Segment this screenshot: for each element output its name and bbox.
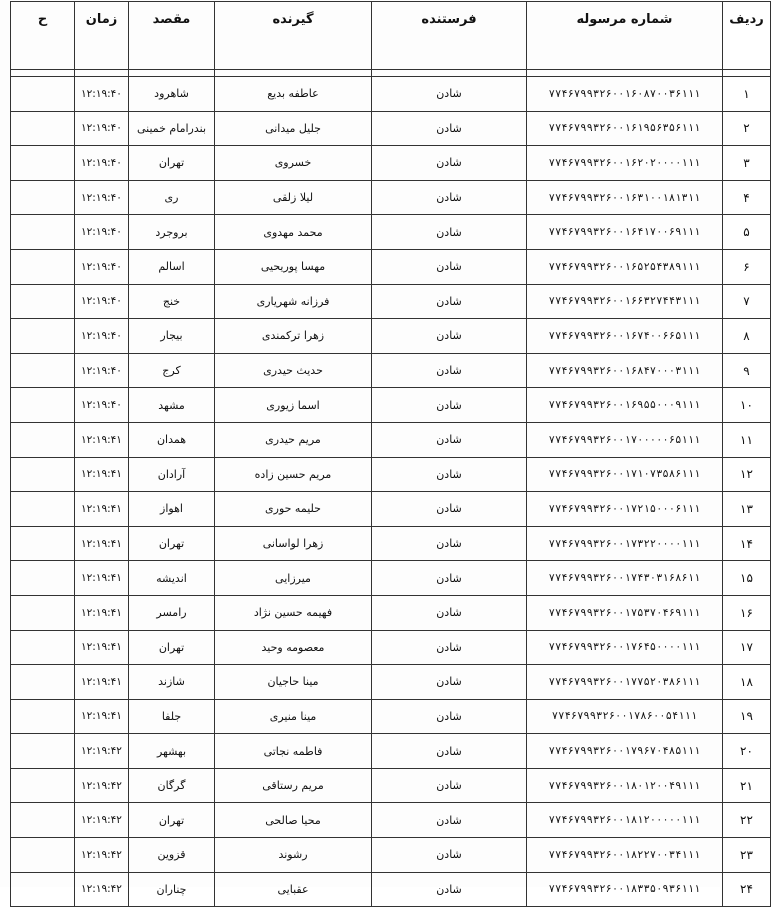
table-row bbox=[11, 630, 771, 665]
receiver-cell: محمد مهدوی bbox=[215, 215, 372, 250]
sender-cell: شادن bbox=[372, 803, 527, 838]
sender-cell: شادن bbox=[372, 492, 527, 527]
receiver-cell: محیا صالحی bbox=[215, 803, 372, 838]
receiver-cell: رشوند bbox=[215, 838, 372, 873]
table-row bbox=[11, 492, 771, 527]
time-cell: ۱۲:۱۹:۴۲ bbox=[75, 734, 129, 769]
table-row bbox=[11, 595, 771, 630]
extra-cell bbox=[11, 630, 75, 665]
table-row bbox=[11, 284, 771, 319]
tracking-number: ۷۷۴۶۷۹۹۳۲۶۰۰۱۸۲۲۷۰۰۳۴۱۱۱ bbox=[527, 838, 723, 873]
tracking-number: ۷۷۴۶۷۹۹۳۲۶۰۰۱۸۰۱۲۰۰۴۹۱۱۱ bbox=[527, 768, 723, 803]
receiver-cell: حدیث حیدری bbox=[215, 353, 372, 388]
sender-cell: شادن bbox=[372, 526, 527, 561]
time-cell: ۱۲:۱۹:۴۰ bbox=[75, 284, 129, 319]
time-cell: ۱۲:۱۹:۴۰ bbox=[75, 215, 129, 250]
table-row bbox=[11, 146, 771, 181]
row-index: ۱۰ bbox=[723, 388, 771, 423]
tracking-number: ۷۷۴۶۷۹۹۳۲۶۰۰۱۷۸۶۰۰۵۴۱۱۱ bbox=[527, 699, 723, 734]
tracking-number: ۷۷۴۶۷۹۹۳۲۶۰۰۱۷۲۱۵۰۰۰۶۱۱۱ bbox=[527, 492, 723, 527]
extra-cell bbox=[11, 872, 75, 907]
extra-cell bbox=[11, 526, 75, 561]
destination-cell: بهشهر bbox=[129, 734, 215, 769]
table-row bbox=[11, 457, 771, 492]
tracking-number: ۷۷۴۶۷۹۹۳۲۶۰۰۱۷۶۴۵۰۰۰۰۱۱۱ bbox=[527, 630, 723, 665]
destination-cell: شاهرود bbox=[129, 77, 215, 112]
destination-cell: مشهد bbox=[129, 388, 215, 423]
receiver-cell: مریم حیدری bbox=[215, 422, 372, 457]
tracking-number: ۷۷۴۶۷۹۹۳۲۶۰۰۱۶۵۲۵۴۳۸۹۱۱۱ bbox=[527, 249, 723, 284]
time-cell: ۱۲:۱۹:۴۲ bbox=[75, 872, 129, 907]
row-index: ۱۹ bbox=[723, 699, 771, 734]
tracking-number: ۷۷۴۶۷۹۹۳۲۶۰۰۱۸۳۳۵۰۹۳۶۱۱۱ bbox=[527, 872, 723, 907]
destination-cell: بندرامام خمینی bbox=[129, 111, 215, 146]
sender-cell: شادن bbox=[372, 630, 527, 665]
receiver-cell: فرزانه شهریاری bbox=[215, 284, 372, 319]
row-index: ۴ bbox=[723, 180, 771, 215]
time-cell: ۱۲:۱۹:۴۰ bbox=[75, 319, 129, 354]
receiver-cell: عقبایی bbox=[215, 872, 372, 907]
extra-cell bbox=[11, 319, 75, 354]
extra-cell bbox=[11, 595, 75, 630]
sender-cell: شادن bbox=[372, 665, 527, 700]
time-cell: ۱۲:۱۹:۴۱ bbox=[75, 561, 129, 596]
table-row bbox=[11, 872, 771, 907]
row-index: ۱ bbox=[723, 77, 771, 112]
tracking-number: ۷۷۴۶۷۹۹۳۲۶۰۰۱۶۴۱۷۰۰۶۹۱۱۱ bbox=[527, 215, 723, 250]
header-destination: مقصد bbox=[129, 2, 215, 70]
destination-cell: تهران bbox=[129, 630, 215, 665]
header-time: زمان bbox=[75, 2, 129, 70]
tracking-number: ۷۷۴۶۷۹۹۳۲۶۰۰۱۶۰۸۷۰۰۳۶۱۱۱ bbox=[527, 77, 723, 112]
extra-cell bbox=[11, 492, 75, 527]
receiver-cell: لیلا زلقی bbox=[215, 180, 372, 215]
table-row bbox=[11, 77, 771, 112]
tracking-number: ۷۷۴۶۷۹۹۳۲۶۰۰۱۶۳۱۰۰۱۸۱۳۱۱ bbox=[527, 180, 723, 215]
tracking-number: ۷۷۴۶۷۹۹۳۲۶۰۰۱۷۵۳۷۰۴۶۹۱۱۱ bbox=[527, 595, 723, 630]
destination-cell: اهواز bbox=[129, 492, 215, 527]
header-index: ردیف bbox=[723, 2, 771, 70]
time-cell: ۱۲:۱۹:۴۰ bbox=[75, 146, 129, 181]
receiver-cell: مینا منیری bbox=[215, 699, 372, 734]
row-index: ۱۳ bbox=[723, 492, 771, 527]
time-cell: ۱۲:۱۹:۴۱ bbox=[75, 595, 129, 630]
time-cell: ۱۲:۱۹:۴۲ bbox=[75, 803, 129, 838]
shipment-table bbox=[10, 1, 771, 907]
table-row bbox=[11, 319, 771, 354]
sender-cell: شادن bbox=[372, 734, 527, 769]
destination-cell: همدان bbox=[129, 422, 215, 457]
table-row bbox=[11, 249, 771, 284]
time-cell: ۱۲:۱۹:۴۰ bbox=[75, 388, 129, 423]
sender-cell: شادن bbox=[372, 319, 527, 354]
time-cell: ۱۲:۱۹:۴۰ bbox=[75, 249, 129, 284]
receiver-cell: عاطفه بدیع bbox=[215, 77, 372, 112]
destination-cell: بیجار bbox=[129, 319, 215, 354]
tracking-number: ۷۷۴۶۷۹۹۳۲۶۰۰۱۸۱۲۰۰۰۰۰۱۱۱ bbox=[527, 803, 723, 838]
table-row bbox=[11, 699, 771, 734]
receiver-cell: مینا حاجیان bbox=[215, 665, 372, 700]
row-index: ۶ bbox=[723, 249, 771, 284]
tracking-number: ۷۷۴۶۷۹۹۳۲۶۰۰۱۶۸۴۷۰۰۰۳۱۱۱ bbox=[527, 353, 723, 388]
time-cell: ۱۲:۱۹:۴۰ bbox=[75, 111, 129, 146]
row-index: ۱۷ bbox=[723, 630, 771, 665]
header-sender: فرستنده bbox=[372, 2, 527, 70]
extra-cell bbox=[11, 215, 75, 250]
tracking-number: ۷۷۴۶۷۹۹۳۲۶۰۰۱۶۲۰۲۰۰۰۰۱۱۱ bbox=[527, 146, 723, 181]
receiver-cell: زهرا ترکمندی bbox=[215, 319, 372, 354]
sender-cell: شادن bbox=[372, 768, 527, 803]
destination-cell: قزوین bbox=[129, 838, 215, 873]
sender-cell: شادن bbox=[372, 284, 527, 319]
sender-cell: شادن bbox=[372, 457, 527, 492]
destination-cell: آرادان bbox=[129, 457, 215, 492]
tracking-number: ۷۷۴۶۷۹۹۳۲۶۰۰۱۷۹۶۷۰۴۸۵۱۱۱ bbox=[527, 734, 723, 769]
sender-cell: شادن bbox=[372, 146, 527, 181]
table-row bbox=[11, 768, 771, 803]
row-index: ۲ bbox=[723, 111, 771, 146]
sender-cell: شادن bbox=[372, 422, 527, 457]
receiver-cell: جلیل میدانی bbox=[215, 111, 372, 146]
sender-cell: شادن bbox=[372, 595, 527, 630]
table-row bbox=[11, 526, 771, 561]
table-row bbox=[11, 422, 771, 457]
extra-cell bbox=[11, 146, 75, 181]
sender-cell: شادن bbox=[372, 180, 527, 215]
row-index: ۱۱ bbox=[723, 422, 771, 457]
receiver-cell: اسما زیوری bbox=[215, 388, 372, 423]
extra-cell bbox=[11, 111, 75, 146]
receiver-cell: حلیمه حوری bbox=[215, 492, 372, 527]
time-cell: ۱۲:۱۹:۴۲ bbox=[75, 838, 129, 873]
receiver-cell: مهسا پوریحیی bbox=[215, 249, 372, 284]
receiver-cell: میرزایی bbox=[215, 561, 372, 596]
extra-cell bbox=[11, 457, 75, 492]
destination-cell: تهران bbox=[129, 526, 215, 561]
time-cell: ۱۲:۱۹:۴۱ bbox=[75, 699, 129, 734]
sender-cell: شادن bbox=[372, 353, 527, 388]
tracking-number: ۷۷۴۶۷۹۹۳۲۶۰۰۱۶۹۵۵۰۰۰۹۱۱۱ bbox=[527, 388, 723, 423]
extra-cell bbox=[11, 422, 75, 457]
row-index: ۲۴ bbox=[723, 872, 771, 907]
extra-cell bbox=[11, 353, 75, 388]
row-index: ۸ bbox=[723, 319, 771, 354]
row-index: ۲۲ bbox=[723, 803, 771, 838]
sender-cell: شادن bbox=[372, 699, 527, 734]
row-index: ۱۵ bbox=[723, 561, 771, 596]
table-row bbox=[11, 215, 771, 250]
sender-cell: شادن bbox=[372, 388, 527, 423]
table-row bbox=[11, 803, 771, 838]
destination-cell: بروجرد bbox=[129, 215, 215, 250]
header-tracking: شماره مرسوله bbox=[527, 2, 723, 70]
row-index: ۱۶ bbox=[723, 595, 771, 630]
extra-cell bbox=[11, 768, 75, 803]
destination-cell: شازند bbox=[129, 665, 215, 700]
time-cell: ۱۲:۱۹:۴۱ bbox=[75, 492, 129, 527]
header-extra: ح bbox=[11, 2, 75, 70]
extra-cell bbox=[11, 699, 75, 734]
header-row bbox=[11, 2, 771, 70]
time-cell: ۱۲:۱۹:۴۰ bbox=[75, 77, 129, 112]
time-cell: ۱۲:۱۹:۴۱ bbox=[75, 665, 129, 700]
receiver-cell: فهیمه حسین نژاد bbox=[215, 595, 372, 630]
row-index: ۱۲ bbox=[723, 457, 771, 492]
row-index: ۱۸ bbox=[723, 665, 771, 700]
header-separator bbox=[11, 70, 771, 77]
row-index: ۲۳ bbox=[723, 838, 771, 873]
receiver-cell: زهرا لواسانی bbox=[215, 526, 372, 561]
table-row bbox=[11, 180, 771, 215]
sender-cell: شادن bbox=[372, 561, 527, 596]
header-receiver: گیرنده bbox=[215, 2, 372, 70]
table-row bbox=[11, 111, 771, 146]
destination-cell: تهران bbox=[129, 803, 215, 838]
destination-cell: کرج bbox=[129, 353, 215, 388]
extra-cell bbox=[11, 665, 75, 700]
time-cell: ۱۲:۱۹:۴۱ bbox=[75, 422, 129, 457]
receiver-cell: مریم حسین زاده bbox=[215, 457, 372, 492]
extra-cell bbox=[11, 249, 75, 284]
row-index: ۳ bbox=[723, 146, 771, 181]
sender-cell: شادن bbox=[372, 215, 527, 250]
time-cell: ۱۲:۱۹:۴۱ bbox=[75, 630, 129, 665]
receiver-cell: معصومه وحید bbox=[215, 630, 372, 665]
table-body bbox=[11, 77, 771, 907]
extra-cell bbox=[11, 77, 75, 112]
destination-cell: ری bbox=[129, 180, 215, 215]
extra-cell bbox=[11, 838, 75, 873]
time-cell: ۱۲:۱۹:۴۲ bbox=[75, 768, 129, 803]
receiver-cell: فاطمه نجاتی bbox=[215, 734, 372, 769]
extra-cell bbox=[11, 284, 75, 319]
sender-cell: شادن bbox=[372, 111, 527, 146]
sender-cell: شادن bbox=[372, 249, 527, 284]
sender-cell: شادن bbox=[372, 77, 527, 112]
table-row bbox=[11, 734, 771, 769]
table-row bbox=[11, 353, 771, 388]
table-row bbox=[11, 838, 771, 873]
time-cell: ۱۲:۱۹:۴۱ bbox=[75, 457, 129, 492]
row-index: ۱۴ bbox=[723, 526, 771, 561]
sender-cell: شادن bbox=[372, 838, 527, 873]
tracking-number: ۷۷۴۶۷۹۹۳۲۶۰۰۱۷۱۰۷۳۵۸۶۱۱۱ bbox=[527, 457, 723, 492]
extra-cell bbox=[11, 180, 75, 215]
extra-cell bbox=[11, 388, 75, 423]
sender-cell: شادن bbox=[372, 872, 527, 907]
destination-cell: چناران bbox=[129, 872, 215, 907]
tracking-number: ۷۷۴۶۷۹۹۳۲۶۰۰۱۷۰۰۰۰۰۶۵۱۱۱ bbox=[527, 422, 723, 457]
table-row bbox=[11, 665, 771, 700]
row-index: ۹ bbox=[723, 353, 771, 388]
receiver-cell: خسروی bbox=[215, 146, 372, 181]
row-index: ۷ bbox=[723, 284, 771, 319]
destination-cell: رامسر bbox=[129, 595, 215, 630]
tracking-number: ۷۷۴۶۷۹۹۳۲۶۰۰۱۶۱۹۵۶۳۵۶۱۱۱ bbox=[527, 111, 723, 146]
table-row bbox=[11, 388, 771, 423]
row-index: ۲۰ bbox=[723, 734, 771, 769]
tracking-number: ۷۷۴۶۷۹۹۳۲۶۰۰۱۶۷۴۰۰۶۶۵۱۱۱ bbox=[527, 319, 723, 354]
extra-cell bbox=[11, 803, 75, 838]
row-index: ۲۱ bbox=[723, 768, 771, 803]
table-row bbox=[11, 561, 771, 596]
destination-cell: اندیشه bbox=[129, 561, 215, 596]
time-cell: ۱۲:۱۹:۴۰ bbox=[75, 353, 129, 388]
extra-cell bbox=[11, 734, 75, 769]
tracking-number: ۷۷۴۶۷۹۹۳۲۶۰۰۱۷۳۲۲۰۰۰۰۱۱۱ bbox=[527, 526, 723, 561]
destination-cell: تهران bbox=[129, 146, 215, 181]
time-cell: ۱۲:۱۹:۴۰ bbox=[75, 180, 129, 215]
extra-cell bbox=[11, 561, 75, 596]
destination-cell: گرگان bbox=[129, 768, 215, 803]
destination-cell: جلفا bbox=[129, 699, 215, 734]
tracking-number: ۷۷۴۶۷۹۹۳۲۶۰۰۱۶۶۳۲۷۴۴۳۱۱۱ bbox=[527, 284, 723, 319]
tracking-number: ۷۷۴۶۷۹۹۳۲۶۰۰۱۷۷۵۲۰۳۸۶۱۱۱ bbox=[527, 665, 723, 700]
time-cell: ۱۲:۱۹:۴۱ bbox=[75, 526, 129, 561]
row-index: ۵ bbox=[723, 215, 771, 250]
destination-cell: خنج bbox=[129, 284, 215, 319]
receiver-cell: مریم رستاقی bbox=[215, 768, 372, 803]
destination-cell: اسالم bbox=[129, 249, 215, 284]
tracking-number: ۷۷۴۶۷۹۹۳۲۶۰۰۱۷۴۳۰۳۱۶۸۶۱۱ bbox=[527, 561, 723, 596]
